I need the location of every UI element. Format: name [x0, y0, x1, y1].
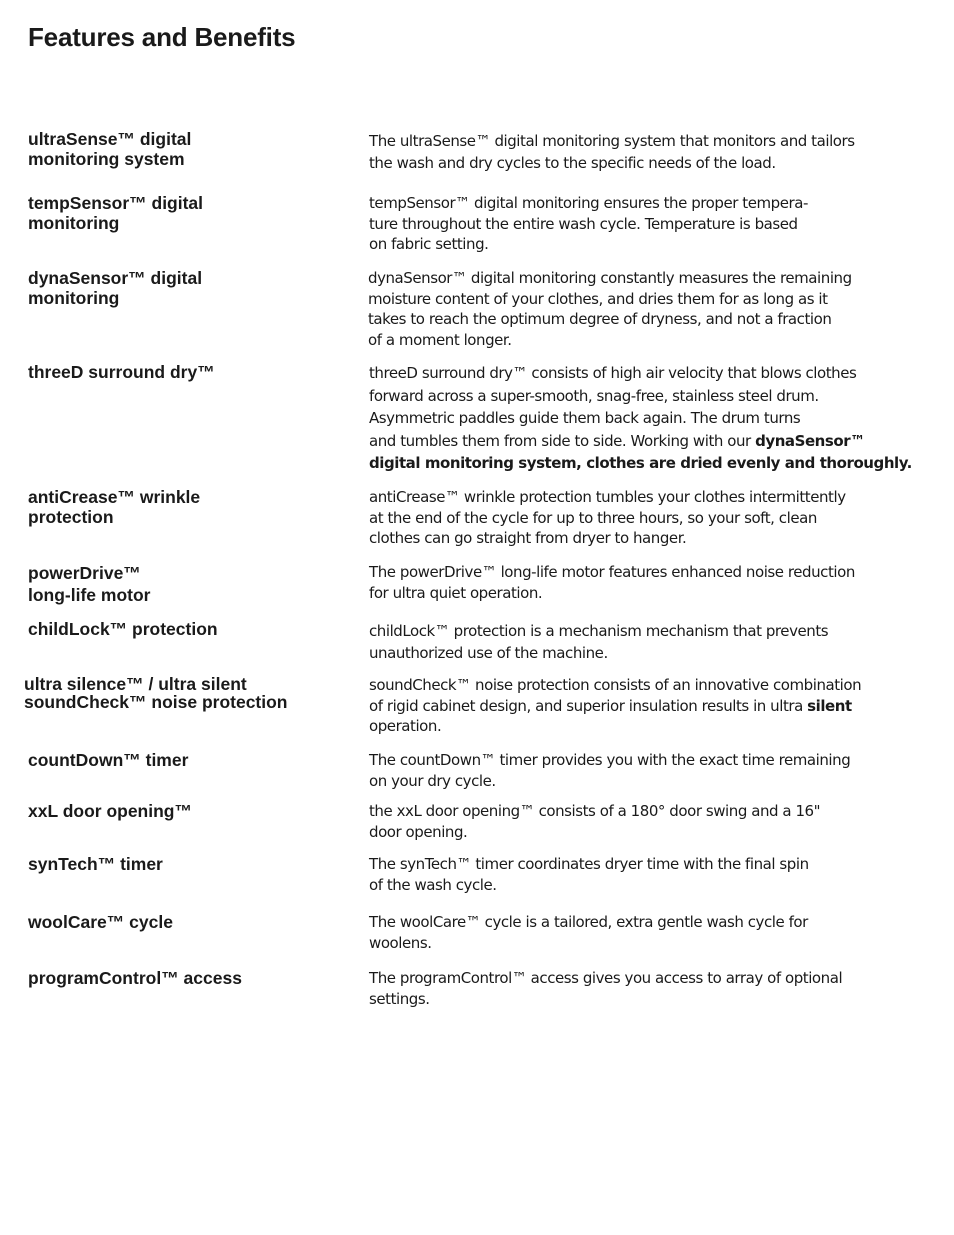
feature-description: The synTech™ timer coordinates dryer time with the final spin of the wash cycle.: [369, 855, 809, 894]
feature-name: xxL door opening™: [28, 801, 192, 821]
feature-name: woolCare™ cycle: [28, 912, 173, 932]
feature-description: The woolCare™ cycle is a tailored, extra gentle wash cycle for woolens.: [369, 913, 808, 952]
feature-name: ultraSense™ digital monitoring system: [28, 129, 192, 169]
feature-description-emphasis: silent: [807, 696, 852, 715]
feature-description: tempSensor™ digital monitoring ensures the proper tempera- ture throughout the entire wash cycle. Temperature is based on fabric setting.: [369, 194, 808, 253]
feature-name: tempSensor™ digital monitoring: [28, 193, 204, 233]
feature-description-emphasis: dynaSensor™ digital monitoring system, clothes are dried evenly and thoroughly.: [369, 431, 912, 472]
feature-name: ultra silence™ / ultra silent soundCheck™ noise protection: [24, 674, 288, 712]
feature-name: threeD surround dry™: [28, 362, 215, 382]
feature-name: programControl™ access: [28, 968, 242, 988]
feature-name: countDown™ timer: [28, 750, 189, 770]
feature-name: antiCrease™ wrinkle protection: [28, 487, 201, 527]
feature-description: antiCrease™ wrinkle protection tumbles your clothes intermittently at the end of the cycle for up to three hours, so your soft, clean clothes can go straight from dryer to hanger.: [369, 488, 846, 547]
feature-description: The powerDrive™ long-life motor features enhanced noise reduction for ultra quiet operation.: [369, 563, 855, 602]
feature-description: [369, 675, 929, 737]
feature-name: powerDrive™ long-life motor: [28, 563, 151, 605]
feature-description: dynaSensor™ digital monitoring constantly measures the remaining moisture content of your clothes, and dries them for as long as it takes to reach the optimum degree of dryness, and not a fraction of a moment longer.: [368, 269, 852, 349]
feature-description: the xxL door opening™ consists of a 180° door swing and a 16" door opening.: [369, 802, 821, 841]
feature-name: childLock™ protection: [28, 619, 218, 639]
page-title: Features and Benefits: [28, 22, 296, 52]
feature-description-tail: operation.: [369, 717, 442, 735]
feature-description: childLock™ protection is a mechanism mechanism that prevents unauthorized use of the machine.: [369, 622, 829, 662]
feature-name: dynaSensor™ digital monitoring: [28, 268, 203, 308]
feature-description: The countDown™ timer provides you with the exact time remaining on your dry cycle.: [369, 751, 851, 790]
feature-description: The programControl™ access gives you access to array of optional settings.: [369, 969, 843, 1008]
feature-description-text: threeD surround dry™ consists of high air velocity that blows clothes forward across a super-smooth, snag-free, stainless steel drum. Asymmetric paddles guide them back again. The drum turns and tumbles them from side to side. Working with our: [369, 364, 857, 450]
feature-description-text: soundCheck™ noise protection consists of an innovative combination of rigid cabinet design, and superior insulation results in ultra: [369, 676, 862, 715]
feature-description: [369, 362, 929, 475]
feature-description: The ultraSense™ digital monitoring system that monitors and tailors the wash and dry cycles to the specific needs of the load.: [369, 132, 855, 172]
feature-name: synTech™ timer: [28, 854, 163, 874]
